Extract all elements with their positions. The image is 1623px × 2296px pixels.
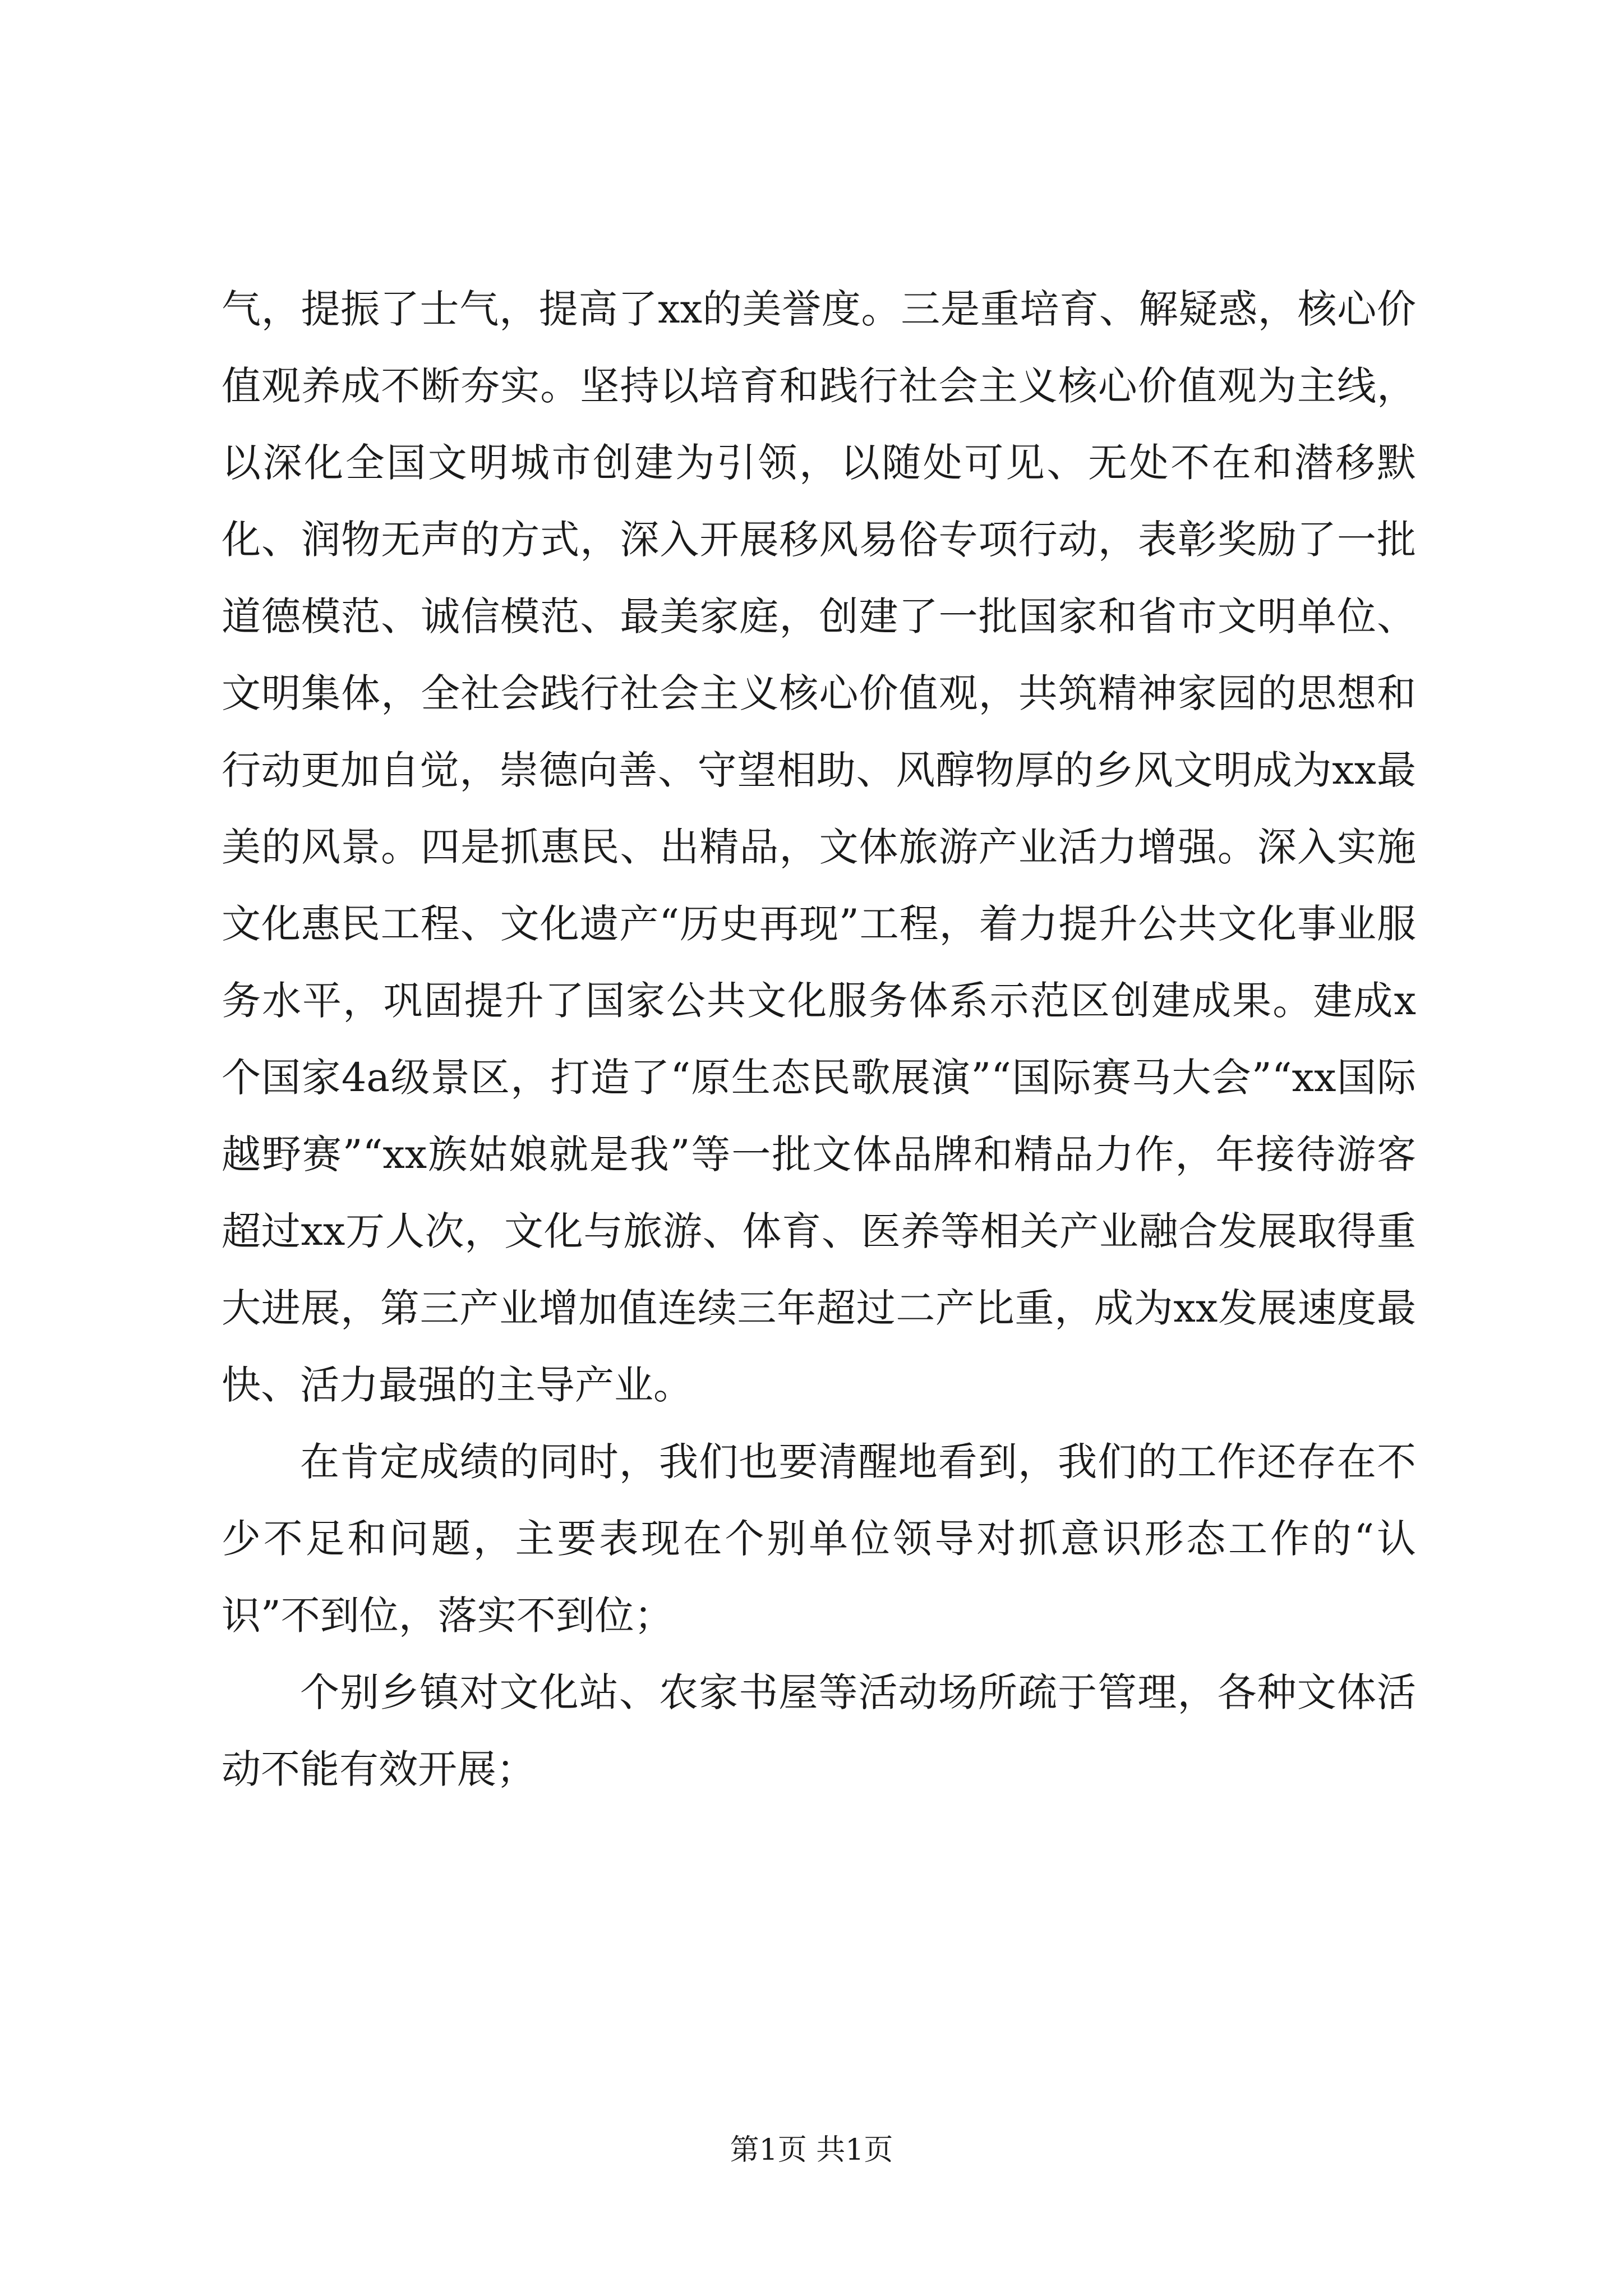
document-body — [222, 271, 1416, 1808]
paragraph-continuation: 气，提振了士气，提高了xx的美誉度。三是重培育、解疑惑，核心价值观养成不断夯实。坚持以培育和践行社会主义核心价值观为主线，以深化全国文明城市创建为引领，以随处可见、无处不在和潜移默化、润物无声的方式，深入开展移风易俗专项行动，表彰奖励了一批道德模范、诚信模范、最美家庭，创建了一批国家和省市文明单位、文明集体，全社会践行社会主义核心价值观，共筑精神家园的思想和行动更加自觉，崇德向善、守望相助、风醇物厚的乡风文明成为xx最美的风景。四是抓惠民、出精品，文体旅游产业活力增强。深入实施文化惠民工程、文化遗产“历史再现”工程，着力提升公共文化事业服务水平，巩固提升了国家公共文化服务体系示范区创建成果。建成x个国家4a级景区，打造了“原生态民歌展演”“国际赛马大会”“xx国际越野赛”“xx族姑娘就是我”等一批文体品牌和精品力作，年接待游客超过xx万人次，文化与旅游、体育、医养等相关产业融合发展取得重大进展，第三产业增加值连续三年超过二产比重，成为xx发展速度最快、活力最强的主导产业。 — [222, 286, 1417, 1408]
paragraph-shortcomings: 在肯定成绩的同时，我们也要清醒地看到，我们的工作还存在不少不足和问题，主要表现在个别单位领导对抓意识形态工作的“认识”不到位，落实不到位； — [222, 1439, 1416, 1639]
paragraph-township-issues: 个别乡镇对文化站、农家书屋等活动场所疏于管理，各种文体活动不能有效开展； — [222, 1669, 1416, 1792]
page-footer: 第1页 共1页 — [730, 2133, 893, 2167]
